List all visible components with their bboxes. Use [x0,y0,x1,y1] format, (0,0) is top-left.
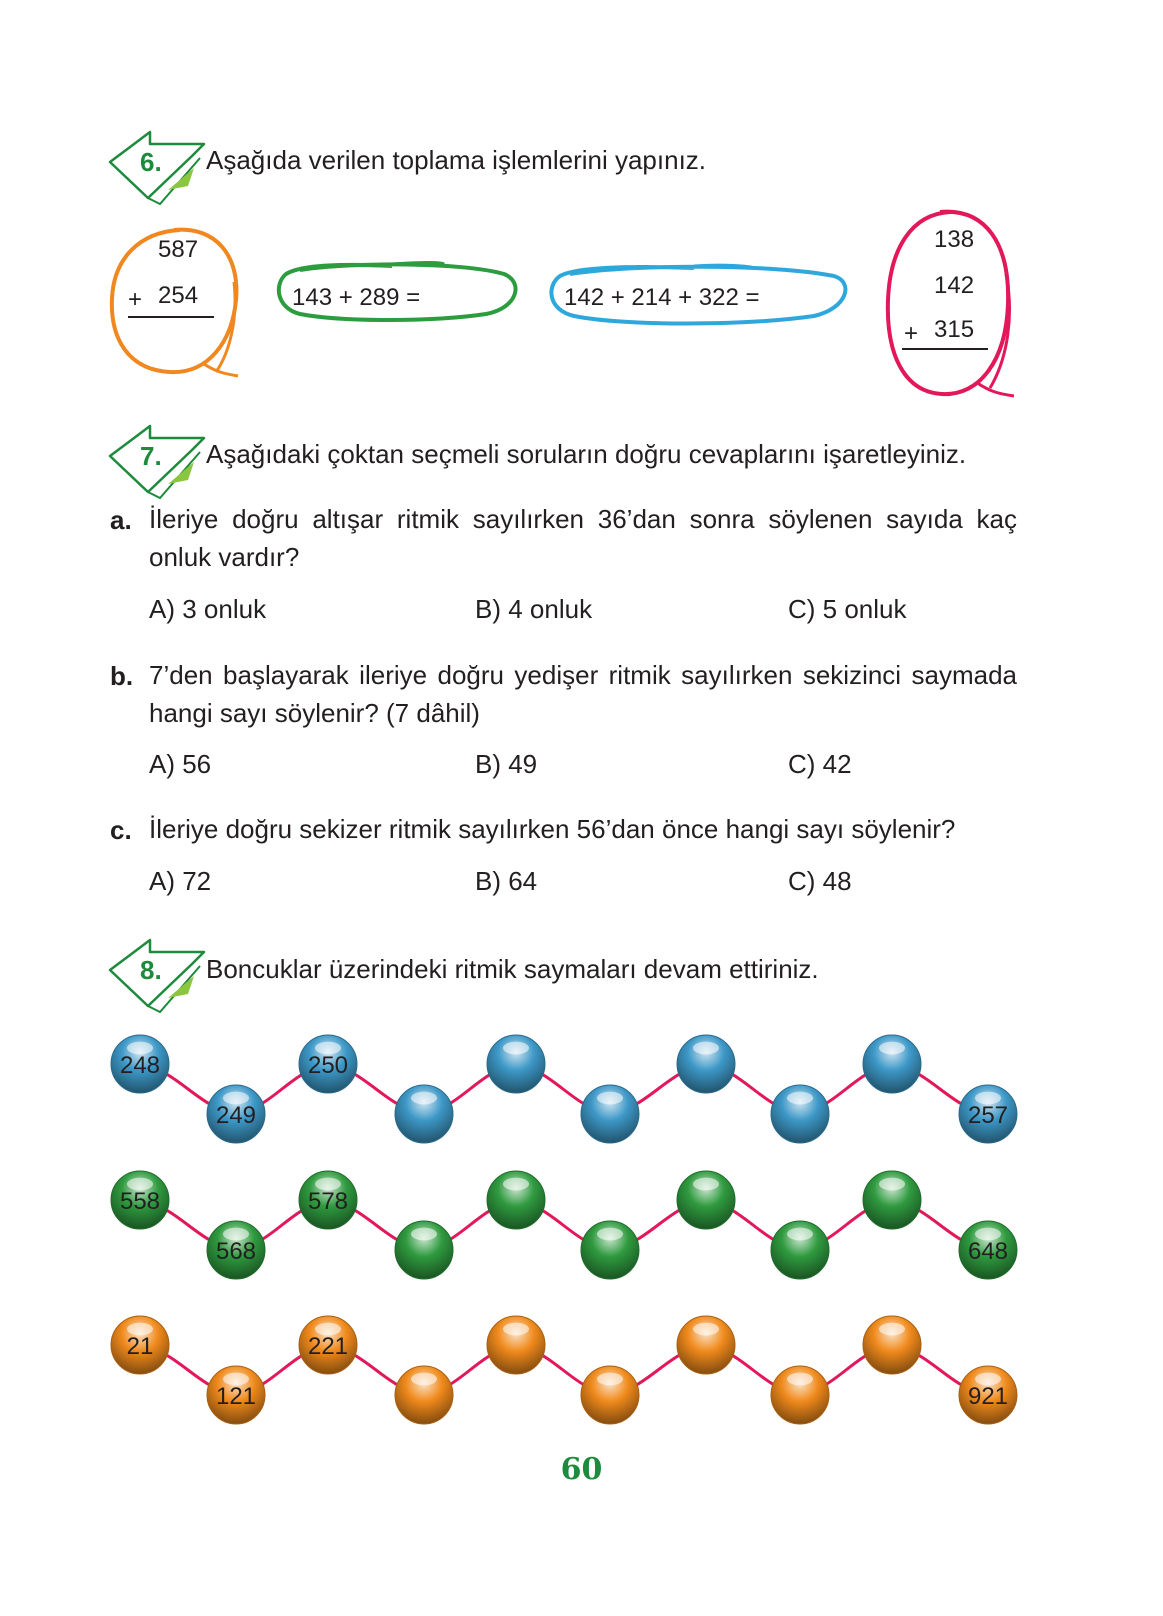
question-6-number: 6. [140,147,162,177]
vertical-sum-1-top: 587 [158,236,199,263]
bead-row-2-5 [487,1171,545,1229]
sum-line-2 [902,348,988,350]
bead-label: 21 [126,1333,154,1360]
horizontal-sum-1: 143 + 289 = [292,284,421,311]
vertical-sum-2-second: 142 [934,272,975,299]
question-8-title: Boncuklar üzerindeki ritmik saymaları devam ettiriniz. [206,954,819,984]
bead-row-2-4 [395,1221,453,1279]
vertical-sum-2-third: 315 [934,316,975,343]
bead-row-2-7 [677,1171,735,1229]
bead-row-1-7 [677,1035,735,1093]
bead-label: 921 [967,1383,1009,1410]
bead-row-1-3 [299,1035,357,1093]
bead-label: 257 [967,1102,1009,1129]
plus-sign-1: + [128,286,143,313]
bead-row-1-4 [395,1085,453,1143]
bead-row-3-3 [299,1316,357,1374]
bead-row-2-3 [299,1171,357,1229]
question-7-badge [108,422,208,502]
bead-row-2-2 [207,1221,265,1279]
question-7a-option-a[interactable]: A) 3 onluk [149,594,267,624]
bead-label: 250 [307,1052,349,1079]
question-7c-option-b[interactable]: B) 64 [475,866,538,896]
bead-row-3-8 [771,1366,829,1424]
bead-row-3-6 [581,1366,639,1424]
bead-row-2-1 [111,1171,169,1229]
bead-string-row-2 [140,1200,988,1250]
page-number: 60 [560,1452,603,1487]
bead-label: 121 [215,1383,257,1410]
bead-row-1-8 [771,1085,829,1143]
question-7c-text: İleriye doğru sekizer ritmik sayılırken 56’dan önce hangi sayı söylenir? [149,814,956,844]
bead-row-3-9 [863,1316,921,1374]
bead-label: 248 [119,1052,161,1079]
question-7b-option-a[interactable]: A) 56 [149,749,212,779]
question-7-title: Aşağıdaki çoktan seçmeli soruların doğru cevaplarını işaretleyiniz. [206,439,967,469]
bead-row-3-10 [959,1366,1017,1424]
bead-row-3-1 [111,1316,169,1374]
bead-label: 578 [307,1188,349,1215]
bead-string-row-3 [140,1345,988,1395]
question-7c-option-c[interactable]: C) 48 [788,866,852,896]
question-7b-letter: b. [110,661,134,691]
question-7a-letter: a. [110,505,132,535]
bead-row-3-7 [677,1316,735,1374]
bead-strings [0,1010,1163,1430]
question-6-badge [108,128,208,208]
bead-row-2-9 [863,1171,921,1229]
question-6-title: Aşağıda verilen toplama işlemlerini yapınız. [206,145,707,175]
bead-row-1-10 [959,1085,1017,1143]
bead-row-2-8 [771,1221,829,1279]
bead-row-3-2 [207,1366,265,1424]
question-7a-option-b[interactable]: B) 4 onluk [475,594,593,624]
bead-label: 249 [215,1102,257,1129]
question-7a-option-c[interactable]: C) 5 onluk [788,594,907,624]
question-7b-text: 7’den başlayarak ileriye doğru yedişer ritmik sayılırken sekizinci saymada hangi sayı söylenir? (7 dâhil) [149,660,1017,728]
question-8-badge [108,936,208,1016]
bead-label: 648 [967,1238,1009,1265]
question-7c-letter: c. [110,815,132,845]
bead-row-2-10 [959,1221,1017,1279]
sum-line-1 [128,316,214,318]
bead-label: 558 [119,1188,161,1215]
question-7b-option-c[interactable]: C) 42 [788,749,852,779]
bead-label: 221 [307,1333,349,1360]
vertical-sum-2-first: 138 [934,226,975,253]
bead-row-1-2 [207,1085,265,1143]
bead-row-2-6 [581,1221,639,1279]
bead-row-1-5 [487,1035,545,1093]
question-7b-option-b[interactable]: B) 49 [475,749,538,779]
question-7-number: 7. [140,441,162,471]
question-7c-option-a[interactable]: A) 72 [149,866,212,896]
bead-row-1-6 [581,1085,639,1143]
bead-row-3-5 [487,1316,545,1374]
vertical-sum-1-bottom: 254 [158,282,199,309]
plus-sign-2: + [904,320,919,347]
bead-row-3-4 [395,1366,453,1424]
bead-label: 568 [215,1238,257,1265]
bead-row-1-9 [863,1035,921,1093]
question-8-number: 8. [140,955,162,985]
question-7a-text: İleriye doğru altışar ritmik sayılırken 36’dan sonra söylenen sayıda kaç onluk vardır? [149,504,1017,572]
bead-row-1-1 [111,1035,169,1093]
bead-string-row-1 [140,1064,988,1114]
horizontal-sum-2: 142 + 214 + 322 = [564,284,760,311]
